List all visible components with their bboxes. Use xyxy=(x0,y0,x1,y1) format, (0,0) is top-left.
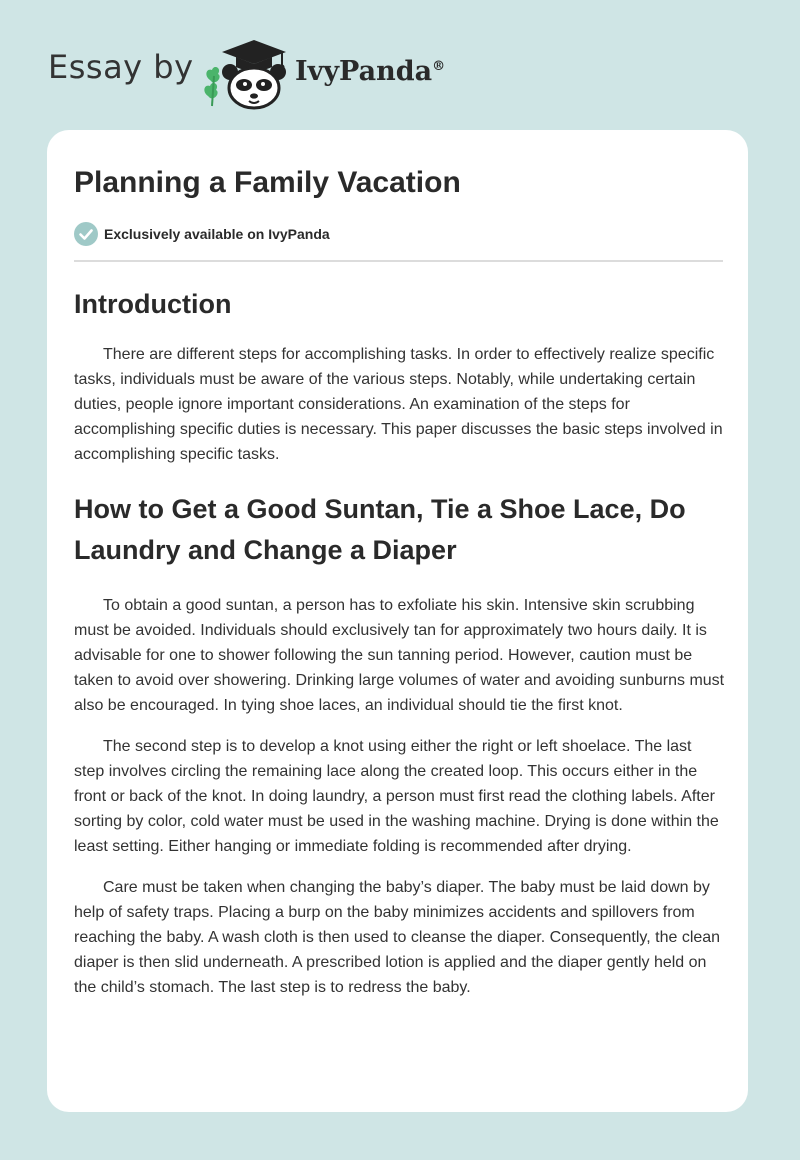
essay-by-label: Essay by xyxy=(48,48,194,86)
paragraph: To obtain a good suntan, a person has to exfoliate his skin. Intensive skin scrubbing must be avoided. Individuals should exclusively tan for approximately two hours daily. It is advisable for one to shower following the sun tanning period. However, caution must be taken to avoid over showering. Drinking large volumes of water and avoiding sunburns must also be encouraged. In tying shoe laces, an individual should tie the first knot. xyxy=(74,597,725,714)
exclusive-badge xyxy=(74,222,330,246)
exclusive-badge-text: Exclusively available on IvyPanda xyxy=(104,226,330,242)
paragraph: Care must be taken when changing the baby’s diaper. The baby must be laid down by help of safety traps. Placing a burp on the baby minimizes accidents and spillovers from reaching the baby. A wash cloth is then used to cleanse the diaper. Consequently, the clean diaper is then slid underneath. A prescribed lotion is applied and the diaper gently held on the child’s stomach. The last step is to redress the baby. xyxy=(74,879,721,996)
panda-graduation-cap-icon[interactable] xyxy=(202,36,292,110)
paragraph: There are different steps for accomplishing tasks. In order to effectively realize specific tasks, individuals must be aware of the various steps. Notably, while undertaking certain duties, people ignore important considerations. An examination of the steps for accomplishing specific duties is necessary. This paper discusses the basic steps involved in accomplishing specific tasks. xyxy=(74,346,723,463)
paragraph: The second step is to develop a knot using either the right or left shoelace. The last step involves circling the remaining lace along the created loop. This occurs either in the front or back of the knot. In doing laundry, a person must first read the clothing labels. After sorting by color, cold water must be used in the washing machine. Drying is done within the least setting. Either hanging or immediate folding is recommended after drying. xyxy=(74,738,719,855)
essay-content xyxy=(74,280,726,1000)
section-heading-steps: How to Get a Good Suntan, Tie a Shoe Lace, Do Laundry and Change a Diaper xyxy=(74,494,686,565)
site-header xyxy=(48,34,488,114)
title-divider xyxy=(74,260,723,262)
page-title: Planning a Family Vacation xyxy=(74,166,461,199)
registered-mark: ® xyxy=(432,59,446,74)
brand-name[interactable] xyxy=(295,56,445,87)
essay-card xyxy=(47,130,748,1112)
section-heading-introduction: Introduction xyxy=(74,289,232,319)
brand-name-text: IvyPanda xyxy=(295,56,433,87)
check-circle-icon xyxy=(74,222,98,246)
